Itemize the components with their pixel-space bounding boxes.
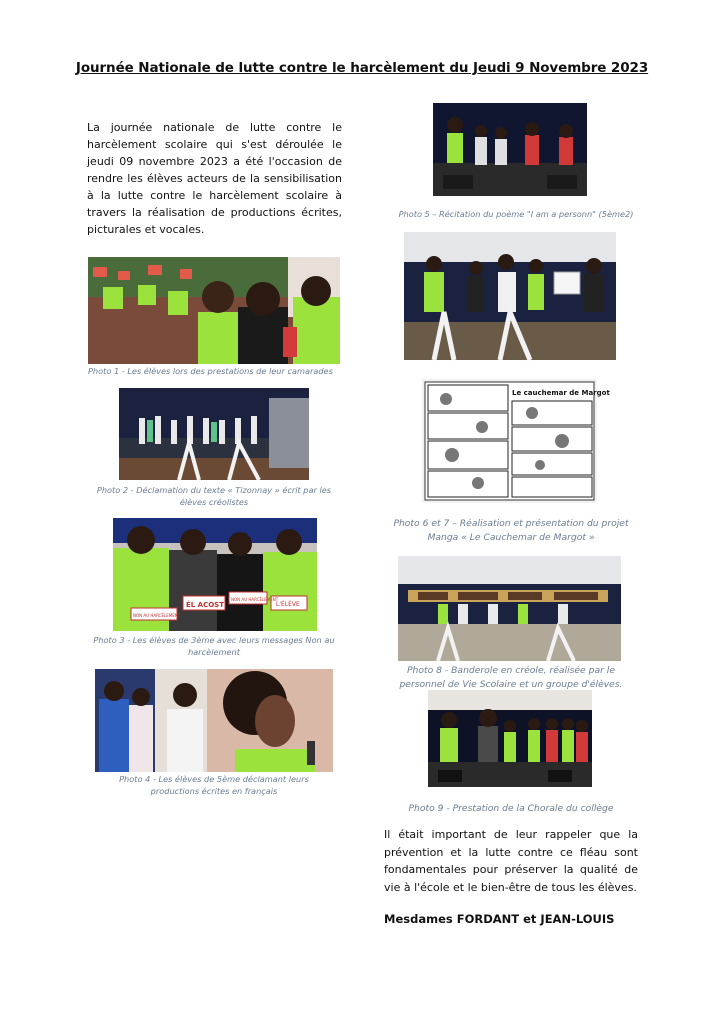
conclusion-paragraph: Il était important de leur rappeler que la prévention et la lutte contre ce fléau sont fondamentales pour préserver la qualité de vie à l'école et le bien-être de tous les élèves. bbox=[384, 828, 638, 894]
photo-2-caption: Photo 2 - Déclamation du texte « Tizonnay » écrit par les élèves créolistes bbox=[96, 485, 332, 507]
photo-3-caption: Photo 3 - Les élèves de 3ème avec leurs messages Non au harcèlement bbox=[93, 635, 335, 657]
intro-paragraph: La journée nationale de lutte contre le harcèlement scolaire qui s'est déroulée le jeudi 09 novembre 2023 a été l'occasion de rendre les élèves acteurs de la sensibilisation à la lutte contre le harcèlement scolaire à travers la réalisation de productions écrites, picturales et vocales. bbox=[87, 121, 342, 236]
sign-text-2: NON AU HARCÈLEMENT bbox=[231, 597, 279, 602]
sign-text-3: NON AU HARCÈLEMENT bbox=[133, 613, 181, 618]
photo-1-audience bbox=[88, 257, 340, 364]
photo-7-manga-page bbox=[422, 379, 610, 503]
sign-text-4: L'ÉLÈVE bbox=[276, 601, 300, 608]
photo-4-caption: Photo 4 - Les élèves de 5ème déclamant leurs productions écrites en français bbox=[119, 774, 309, 796]
manga-title: Le cauchemar de Margot bbox=[512, 389, 610, 397]
photo-6-7-caption: Photo 6 et 7 – Réalisation et présentation du projet Manga « Le Cauchemar de Margot » bbox=[393, 518, 629, 543]
photo-4-french-texts bbox=[95, 669, 333, 772]
signature: Mesdames FORDANT et JEAN-LOUIS bbox=[384, 912, 615, 926]
photo-6-manga-presentation bbox=[404, 232, 616, 360]
photo-1-caption: Photo 1 - Les élèves lors des prestations de leur camarades bbox=[88, 366, 333, 376]
sign-text-1: ÉL ACOST bbox=[186, 601, 225, 609]
page-title: Journée Nationale de lutte contre le harcèlement du Jeudi 9 Novembre 2023 bbox=[75, 60, 649, 76]
photo-2-declamation bbox=[119, 388, 309, 480]
photo-3-messages bbox=[113, 518, 317, 631]
photo-8-caption: Photo 8 - Banderole en créole, réalisée par le personnel de Vie Scolaire et un groupe d'élèves. bbox=[399, 665, 623, 690]
photo-5-poem bbox=[433, 103, 587, 196]
photo-9-caption: Photo 9 - Prestation de la Chorale du collège bbox=[408, 803, 614, 814]
photo-9-choir bbox=[428, 690, 592, 787]
photo-5-caption: Photo 5 – Récitation du poème "I am a personn" (5ème2) bbox=[398, 209, 634, 219]
photo-8-banner bbox=[398, 556, 621, 661]
